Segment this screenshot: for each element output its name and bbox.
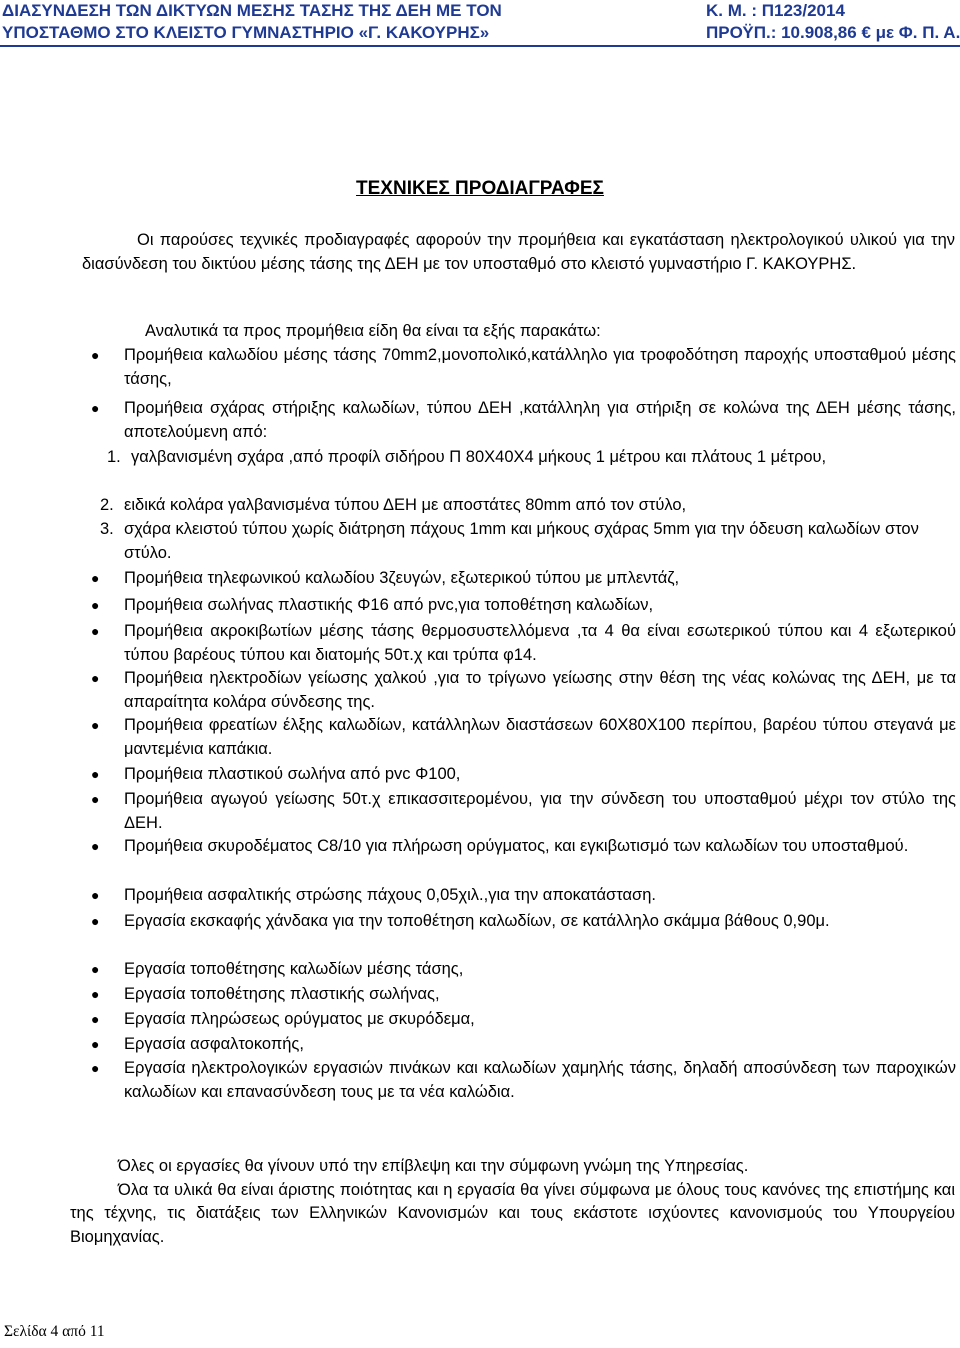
list-lead: Αναλυτικά τα προς προμήθεια είδη θα είναι τα εξής παρακάτω: [145,322,601,340]
sub-list-number: 1. [107,448,121,466]
project-title-line-1: ΔΙΑΣΥΝΔΕΣΗ ΤΩΝ ΔΙΚΤΥΩΝ ΜΕΣΗΣ ΤΑΣΗΣ ΤΗΣ ΔΕΗ ΜΕ ΤΟΝ [2,1,502,20]
bullet-icon: ● [91,597,100,613]
list-item [91,788,956,835]
sub-list-item [100,518,956,565]
sub-list-text: σχάρα κλειστού τύπου χωρίς διάτρηση πάχους 1mm και μήκους σχάρας 5mm για την όδευση καλωδίων στον στύλο. [124,520,919,562]
list-item [91,1033,956,1057]
document-header [0,0,960,46]
bullet-icon: ● [91,961,100,977]
bullet-icon: ● [91,838,100,854]
intro-paragraph [82,229,955,276]
page-title: ΤΕΧΝΙΚΕΣ ΠΡΟΔΙΑΓΡΑΦΕΣ [356,178,604,199]
list-item [91,344,956,391]
list-item [91,620,956,667]
sub-list-text: ειδικά κολάρα γαλβανισμένα τύπου ΔΕΗ με αποστάτες 80mm από τον στύλο, [124,496,687,514]
page-number: Σελίδα 4 από 11 [4,1323,105,1340]
list-item-text: Εργασία τοποθέτησης καλωδίων μέσης τάσης, [124,960,464,978]
list-item-text: Εργασία ασφαλτοκοπής, [124,1035,304,1053]
project-budget: ΠΡΟΫΠ.: 10.908,86 € με Φ. Π. Α. [706,23,960,42]
bullet-icon: ● [91,986,100,1002]
list-item [91,910,956,934]
sub-list-item [107,446,906,470]
list-item-text: Εργασία ηλεκτρολογικών εργασιών πινάκων και καλωδίων χαμηλής τάσης, δηλαδή αποσύνδεση των παροχικών καλωδίων και επανασύνδεση τους με τα νέα καλώδια. [124,1059,956,1101]
bullet-icon: ● [91,400,100,416]
sub-list-number: 3. [100,520,114,538]
bullet-icon: ● [91,791,100,807]
list-item [91,667,956,714]
list-item [91,763,956,787]
list-item [91,1008,956,1032]
list-item [91,983,956,1007]
sub-list-item [100,494,956,518]
list-item-text: Προμήθεια αγωγού γείωσης 50τ.χ επικασσιτερομένου, για την σύνδεση του υποσταθμού μέχρι τον στύλο της ΔΕΗ. [124,790,956,832]
list-item-text: Προμήθεια τηλεφωνικού καλωδίου 3ζευγών, εξωτερικού τύπου με μπλεντάζ, [124,569,680,587]
list-item [91,714,956,761]
bullet-icon: ● [91,623,100,639]
list-item [91,835,956,859]
project-title-block [2,0,602,44]
list-item-text: Προμήθεια ακροκιβωτίων μέσης τάσης θερμοσυστελλόμενα ,τα 4 θα είναι εσωτερικού τύπου και 4 εξωτερικού τύπου βαρέους τύπου και διατομής 50τ.χ και τρύπα φ14. [124,622,956,664]
header-divider [0,45,960,47]
intro-text: Οι παρούσες τεχνικές προδιαγραφές αφορούν την προμήθεια και εγκατάσταση ηλεκτρολογικού υλικού για την διασύνδεση του δικτύου μέσης τάσης της ΔΕΗ με τον υποσταθμό στο κλειστό γυμναστήριο Γ. ΚΑΚΟΥΡΗΣ. [82,231,955,273]
project-code: Κ. Μ. : Π123/2014 [706,1,845,20]
list-item-text: Προμήθεια σχάρας στήριξης καλωδίων, τύπου ΔΕΗ ,κατάλληλη για στήριξη σε κολώνα της ΔΕΗ μέσης τάσης, αποτελούμενη από: [124,399,956,441]
list-item-text: Προμήθεια καλωδίου μέσης τάσης 70mm2,μονοπολικό,κατάλληλο για τροφοδότηση παροχής υποσταθμού μέσης τάσης, [124,346,956,388]
bullet-icon: ● [91,1060,100,1076]
list-item [91,884,956,908]
sub-list-text: γαλβανισμένη σχάρα ,από προφίλ σιδήρου Π 80Χ40Χ4 μήκους 1 μέτρου και πλάτους 1 μέτρου, [131,448,827,466]
bullet-icon: ● [91,347,100,363]
bullet-icon: ● [91,1036,100,1052]
list-item-text: Προμήθεια ασφαλτικής στρώσης πάχους 0,05χιλ.,για την αποκατάσταση. [124,886,657,904]
closing-paragraph-1: Όλες οι εργασίες θα γίνουν υπό την επίβλεψη και την σύμφωνη γνώμη της Υπηρεσίας. [118,1157,749,1175]
closing-paragraph-2: Όλα τα υλικά θα είναι άριστης ποιότητας και η εργασία θα γίνει σύμφωνα με όλους τους κανόνες της επιστήμης και της τέχνης, τις διατάξεις των Ελληνικών Κανονισμών και τους εκάστοτε ισχύοντες κανονισμούς του Υπουργείου Βιομηχανίας. [70,1180,955,1246]
list-item-text: Εργασία εκσκαφής χάνδακα για την τοποθέτηση καλωδίων, σε κατάλληλο σκάμμα βάθους 0,90μ. [124,912,830,930]
bullet-icon: ● [91,887,100,903]
sub-list-number: 2. [100,496,114,514]
list-item-text: Προμήθεια σκυροδέματος C8/10 για πλήρωση ορύγματος, και εγκιβωτισμό των καλωδίων του υποσταθμού. [124,837,909,855]
list-item [91,594,956,618]
list-item [91,958,956,982]
bullet-icon: ● [91,1011,100,1027]
bullet-icon: ● [91,670,100,686]
bullet-icon: ● [91,717,100,733]
list-item-text: Προμήθεια φρεατίων έλξης καλωδίων, κατάλληλων διαστάσεων 60Χ80Χ100 περίπου, βαρέου τύπου στεγανά με μαντεμένια καπάκια. [124,716,956,758]
list-item-text: Προμήθεια σωλήνας πλαστικής Φ16 από pvc,για τοποθέτηση καλωδίων, [124,596,654,614]
project-code-block [706,0,960,44]
project-title-line-2: ΥΠΟΣΤΑΘΜΟ ΣΤΟ ΚΛΕΙΣΤΟ ΓΥΜΝΑΣΤΗΡΙΟ «Γ. ΚΑΚΟΥΡΗΣ» [2,23,490,42]
list-item-text: Εργασία τοποθέτησης πλαστικής σωλήνας, [124,985,440,1003]
list-item [91,1057,956,1104]
closing-notes [70,1155,955,1249]
list-item [91,397,956,444]
bullet-icon: ● [91,913,100,929]
bullet-icon: ● [91,766,100,782]
list-item [91,567,956,591]
list-item-text: Προμήθεια ηλεκτροδίων γείωσης χαλκού ,για το τρίγωνο γείωσης στην θέση της νέας κολώνας της ΔΕΗ, με τα απαραίτητα κολάρα σύνδεσης της. [124,669,956,711]
list-item-text: Εργασία πληρώσεως ορύγματος με σκυρόδεμα, [124,1010,475,1028]
list-item-text: Προμήθεια πλαστικού σωλήνα από pvc Φ100, [124,765,461,783]
bullet-icon: ● [91,570,100,586]
